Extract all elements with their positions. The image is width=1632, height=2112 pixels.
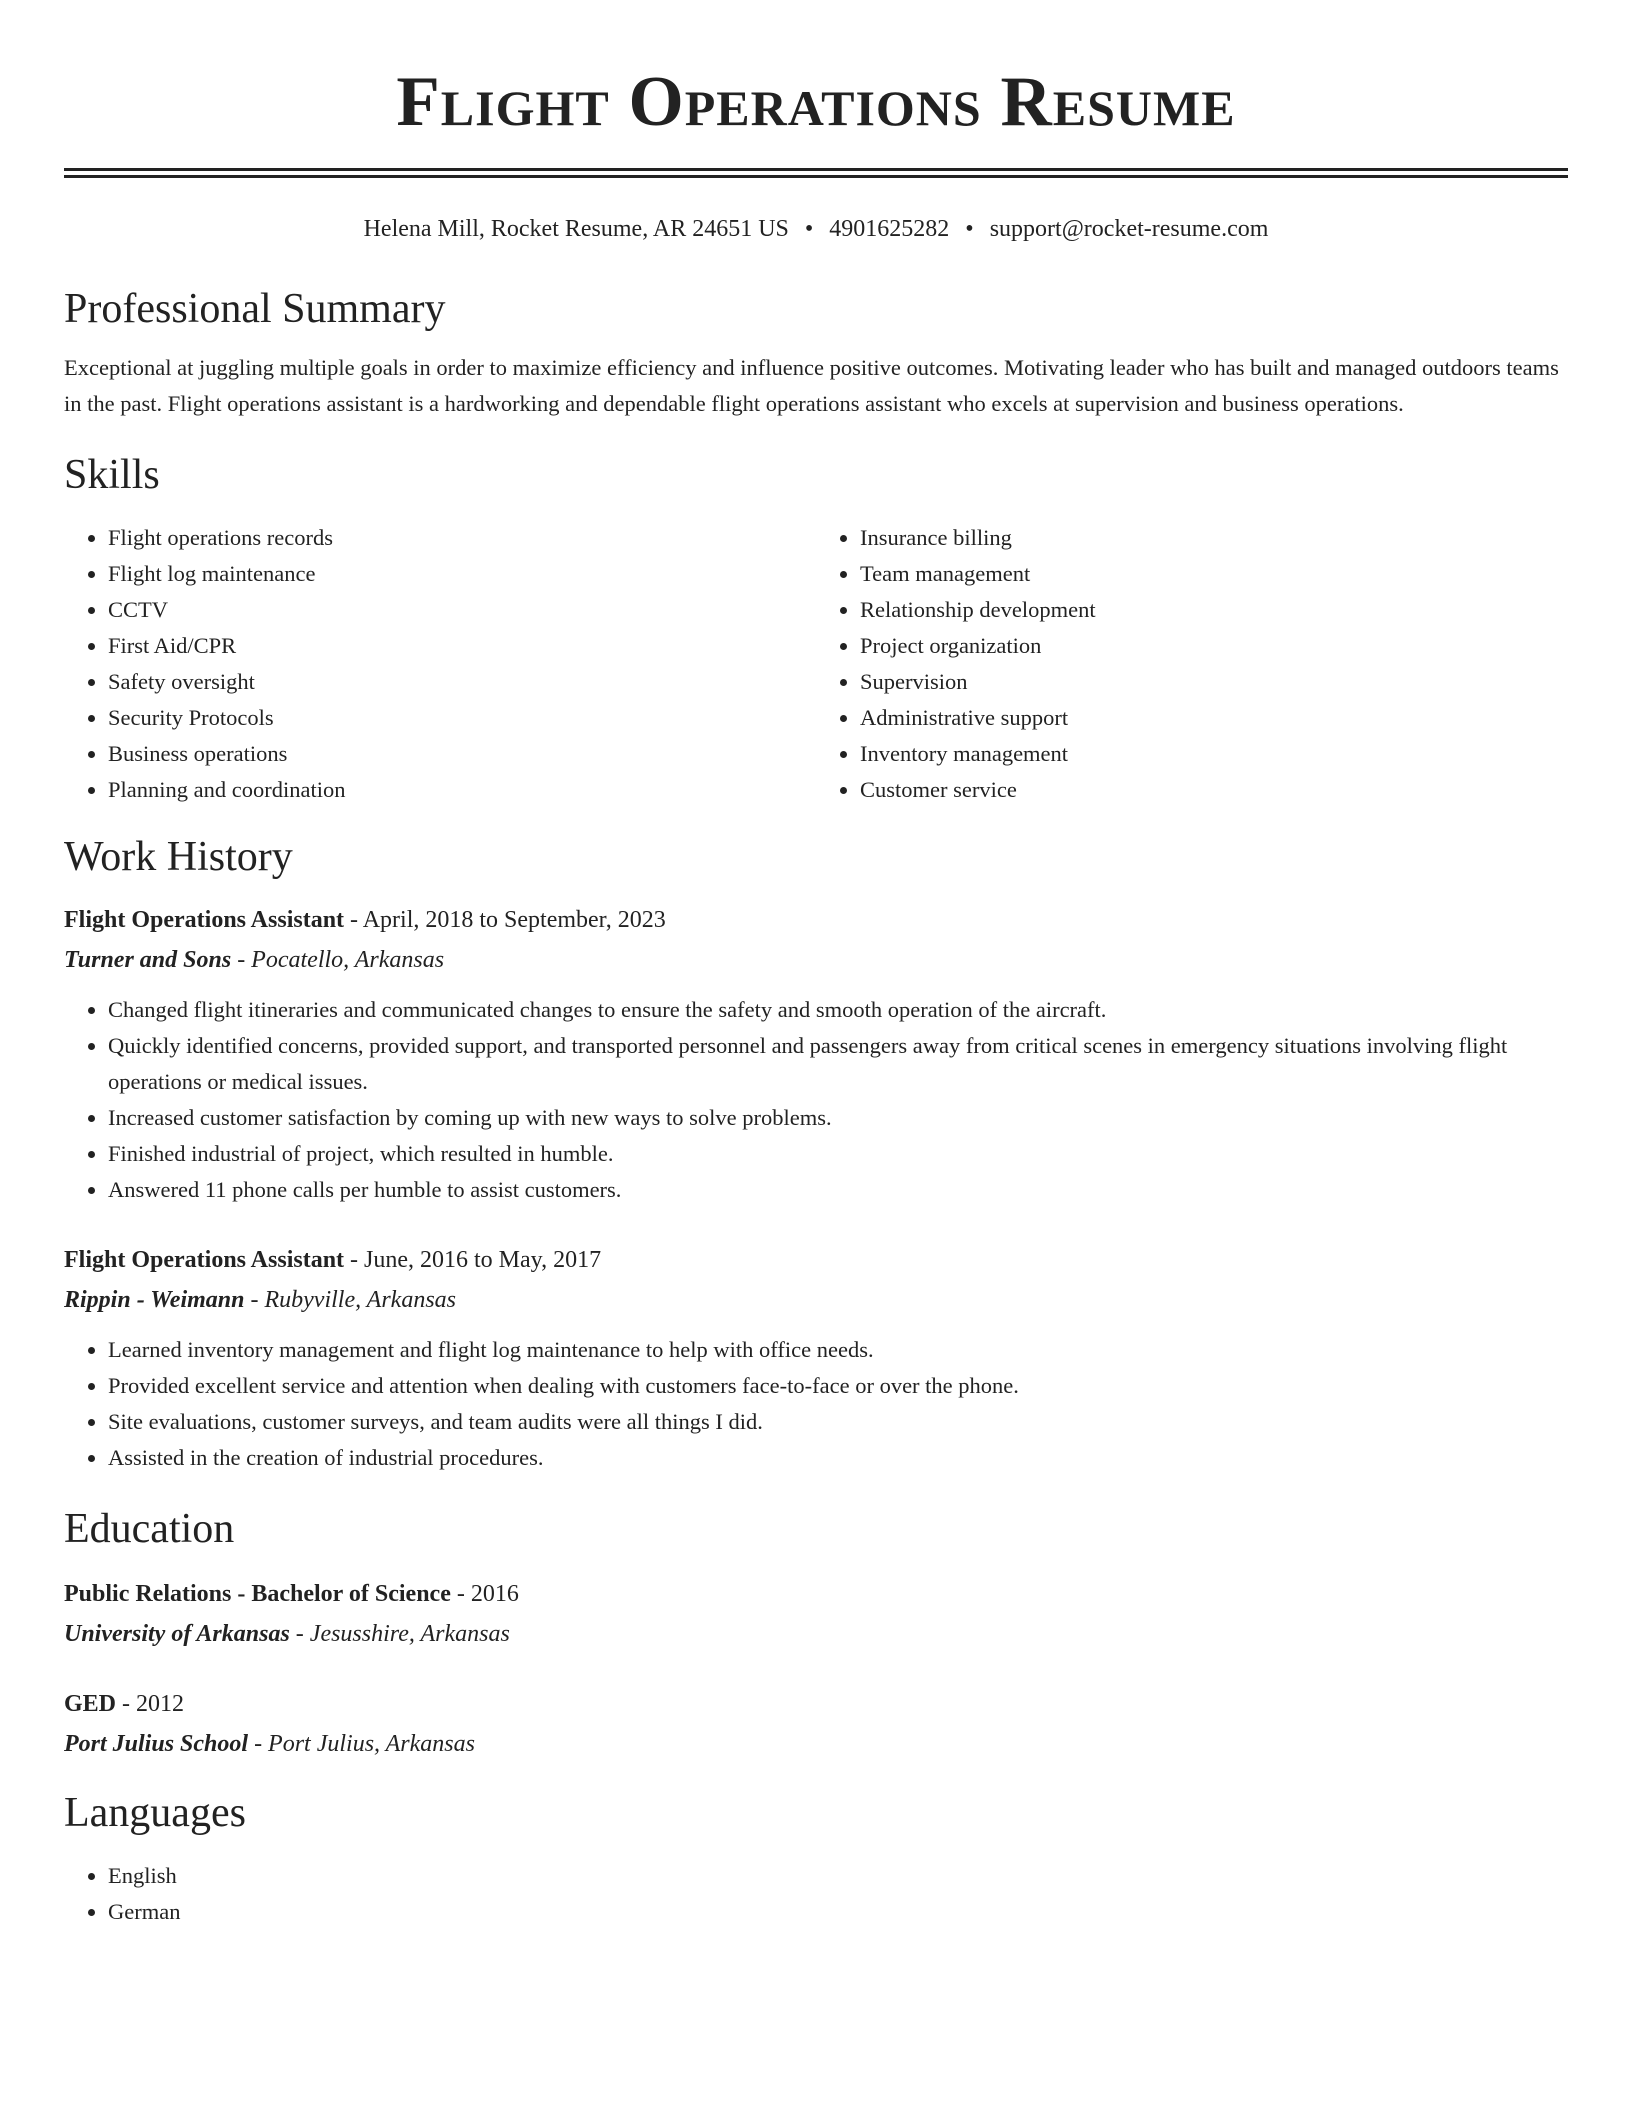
skills-right-list bbox=[816, 520, 1568, 808]
job-bullet: • Increased customer satisfaction by coming up with new ways to solve problems. bbox=[108, 1100, 1568, 1136]
skill-item: • Team management bbox=[860, 556, 1568, 592]
skill-item: • Project organization bbox=[860, 628, 1568, 664]
job-bullet: • Changed flight itineraries and communicated changes to ensure the safety and smooth operation of the aircraft. bbox=[108, 992, 1568, 1028]
company-name: Turner and Sons bbox=[64, 947, 232, 973]
skills-columns bbox=[64, 520, 1568, 808]
education-heading: Education bbox=[64, 1506, 235, 1552]
job-entry bbox=[64, 1240, 1568, 1476]
skill-item: • Business operations bbox=[108, 736, 816, 772]
job-title: Flight Operations Assistant bbox=[64, 1247, 345, 1273]
company-location: - Pocatello, Arkansas bbox=[231, 947, 445, 973]
contact-separator: • bbox=[965, 216, 974, 242]
skill-item: • Planning and coordination bbox=[108, 772, 816, 808]
resume-title: Flight Operations Resume bbox=[396, 63, 1236, 141]
job-bullet: • Answered 11 phone calls per humble to assist customers. bbox=[108, 1172, 1568, 1208]
resume-page bbox=[64, 0, 1568, 1930]
job-bullets bbox=[64, 992, 1568, 1208]
education-entry bbox=[64, 1684, 1568, 1764]
graduation-year: - 2012 bbox=[116, 1691, 185, 1717]
contact-line bbox=[64, 214, 1568, 244]
skill-item: • Insurance billing bbox=[860, 520, 1568, 556]
job-entry bbox=[64, 900, 1568, 1208]
language-item: • German bbox=[108, 1894, 1568, 1930]
job-bullet: • Learned inventory management and flight log maintenance to help with office needs. bbox=[108, 1332, 1568, 1368]
contact-separator: • bbox=[804, 216, 814, 242]
summary-text: Exceptional at juggling multiple goals in order to maximize efficiency and influence positive outcomes. Motivating leader who has built and managed outdoors teams in the past. Flight operations assistant is a hardworking and dependable flight operations assistant who excels at supervision and business operations. bbox=[64, 355, 1559, 416]
work-history-heading: Work History bbox=[64, 834, 293, 880]
job-employer bbox=[64, 940, 1568, 980]
education-school bbox=[64, 1724, 1568, 1764]
job-dates: - June, 2016 to May, 2017 bbox=[344, 1247, 602, 1273]
summary-heading: Professional Summary bbox=[64, 286, 446, 332]
skill-item: • Administrative support bbox=[860, 700, 1568, 736]
skill-item: • Flight log maintenance bbox=[108, 556, 816, 592]
job-header bbox=[64, 1240, 1568, 1280]
job-bullets bbox=[64, 1332, 1568, 1476]
skill-item: • Security Protocols bbox=[108, 700, 816, 736]
degree: GED bbox=[64, 1691, 117, 1717]
skill-item: • CCTV bbox=[108, 592, 816, 628]
job-bullet: • Assisted in the creation of industrial procedures. bbox=[108, 1440, 1568, 1476]
job-bullet: • Finished industrial of project, which resulted in humble. bbox=[108, 1136, 1568, 1172]
contact-phone: 4901625282 bbox=[829, 216, 950, 242]
skill-item: • Inventory management bbox=[860, 736, 1568, 772]
skill-item: • Flight operations records bbox=[108, 520, 816, 556]
job-bullet: • Provided excellent service and attention when dealing with customers face-to-face or over the phone. bbox=[108, 1368, 1568, 1404]
graduation-year: - 2016 bbox=[450, 1581, 519, 1607]
education-header bbox=[64, 1574, 1568, 1614]
job-title: Flight Operations Assistant bbox=[64, 907, 345, 933]
languages-list bbox=[64, 1858, 1568, 1930]
skills-left-list bbox=[64, 520, 816, 808]
skill-item: • Customer service bbox=[860, 772, 1568, 808]
school-name: University of Arkansas bbox=[64, 1621, 290, 1647]
education-header bbox=[64, 1684, 1568, 1724]
skill-item: • First Aid/CPR bbox=[108, 628, 816, 664]
education-entry bbox=[64, 1574, 1568, 1654]
school-name: Port Julius School bbox=[64, 1731, 249, 1757]
skill-item: • Safety oversight bbox=[108, 664, 816, 700]
school-location: - Jesusshire, Arkansas bbox=[289, 1621, 510, 1647]
job-header bbox=[64, 900, 1568, 940]
language-item: • English bbox=[108, 1858, 1568, 1894]
job-employer bbox=[64, 1280, 1568, 1320]
job-bullet: • Quickly identified concerns, provided support, and transported personnel and passengers away from critical scenes in emergency situations involving flight operations or medical issues. bbox=[108, 1028, 1568, 1100]
company-location: - Rubyville, Arkansas bbox=[244, 1287, 457, 1313]
skill-item: • Relationship development bbox=[860, 592, 1568, 628]
company-name: Rippin - Weimann bbox=[64, 1287, 245, 1313]
contact-email: support@rocket-resume.com bbox=[989, 216, 1269, 242]
job-bullet: • Site evaluations, customer surveys, and team audits were all things I did. bbox=[108, 1404, 1568, 1440]
skills-heading: Skills bbox=[64, 452, 160, 498]
degree: Public Relations - Bachelor of Science bbox=[64, 1581, 451, 1607]
job-dates: - April, 2018 to September, 2023 bbox=[344, 907, 666, 933]
school-location: - Port Julius, Arkansas bbox=[248, 1731, 475, 1757]
title-double-rule bbox=[64, 168, 1568, 178]
education-school bbox=[64, 1614, 1568, 1654]
languages-heading: Languages bbox=[64, 1790, 246, 1836]
skill-item: • Supervision bbox=[860, 664, 1568, 700]
contact-address: Helena Mill, Rocket Resume, AR 24651 US bbox=[363, 216, 789, 242]
